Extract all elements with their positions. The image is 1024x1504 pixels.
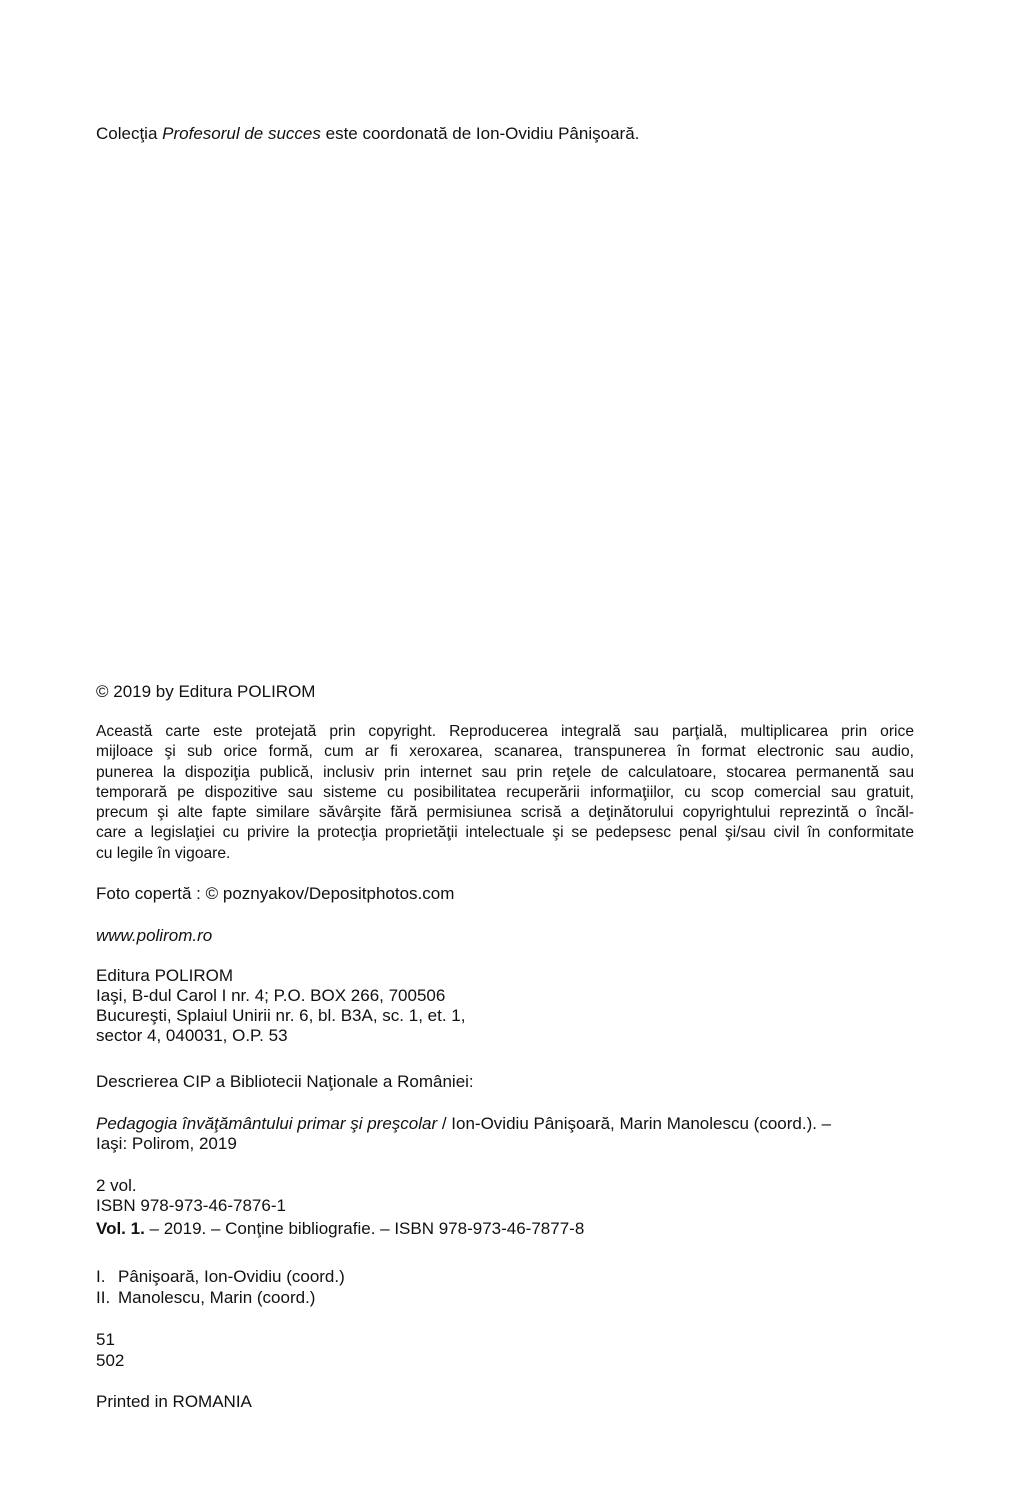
book-title: Pedagogia învăţământului primar şi preşcolar <box>96 1114 438 1133</box>
entry-number: II. <box>96 1288 111 1307</box>
udc-code: 51 <box>96 1330 115 1349</box>
classification <box>96 1330 916 1371</box>
cip-title <box>96 1114 916 1154</box>
address-line: Iaşi, B-dul Carol I nr. 4; P.O. BOX 266, 700506 <box>96 986 446 1005</box>
cip-heading: Descrierea CIP a Bibliotecii Naţionale a României: <box>96 1072 474 1091</box>
isbn-set: ISBN 978-973-46-7876-1 <box>96 1196 286 1215</box>
photo-credit: Foto copertă : © poznyakov/Depositphotos.com <box>96 884 455 903</box>
cip-entry <box>96 1288 916 1308</box>
entry-text: Pânişoară, Ion-Ovidiu (coord.) <box>118 1267 345 1286</box>
notice-line: Această carte este protejată prin copyright. Reproducerea integrală sau parţială, multiplicarea prin orice <box>96 723 914 740</box>
address-line: sector 4, 040031, O.P. 53 <box>96 1026 288 1045</box>
collection-title: Profesorul de succes <box>162 124 321 143</box>
website-link[interactable]: www.polirom.ro <box>96 926 213 945</box>
volume-detail: – 2019. – Conţine bibliografie. – ISBN 978-973-46-7877-8 <box>144 1219 585 1238</box>
volume-label: Vol. 1. <box>96 1219 145 1238</box>
notice-line: temporară pe dispozitive sau sisteme cu posibilitatea recuperării informaţiilor, cu scop comercial sau gratuit, <box>96 783 914 801</box>
notice-line: cu legile în vigoare. <box>96 844 231 862</box>
address-line: Bucureşti, Splaiul Unirii nr. 6, bl. B3A, sc. 1, et. 1, <box>96 1006 466 1025</box>
printed-in: Printed in ROMANIA <box>96 1392 252 1411</box>
notice-line: punerea la dispoziţia publică, inclusiv prin internet sau prin reţele de calculatoare, stocarea permanentă sau <box>96 763 914 781</box>
entry-number: I. <box>96 1267 106 1286</box>
notice-line: care a legislaţiei cu privire la protecţia proprietăţii intelectuale şi se pedepsesc penal şi/sau civil în conformitate <box>96 824 914 842</box>
publisher-address <box>96 966 916 1046</box>
copyright-page <box>96 0 916 1504</box>
collection-note <box>96 124 916 144</box>
cip-entries <box>96 1267 916 1308</box>
collection-prefix: Colecţia <box>96 124 163 143</box>
udc-code: 502 <box>96 1351 125 1370</box>
entry-text: Manolescu, Marin (coord.) <box>118 1288 316 1307</box>
notice-line: precum şi alte fapte similare săvârşite fără permisiunea scrisă a deţinătorului copyrightului reprezintă o încăl- <box>96 804 914 822</box>
book-imprint: Iaşi: Polirom, 2019 <box>96 1134 237 1153</box>
volume-count: 2 vol. <box>96 1176 137 1195</box>
collection-suffix: este coordonată de Ion-Ovidiu Pânişoară. <box>320 124 640 143</box>
publisher-name: Editura POLIROM <box>96 966 233 985</box>
copyright-notice <box>96 722 914 864</box>
copyright-line: © 2019 by Editura POLIROM <box>96 682 316 701</box>
book-authors: / Ion-Ovidiu Pânişoară, Marin Manolescu (coord.). – <box>437 1114 832 1133</box>
cip-entry <box>96 1267 916 1287</box>
notice-line: mijloace şi sub orice formă, cum ar fi xeroxarea, scanarea, transpunerea în format electronic sau audio, <box>96 743 914 761</box>
cip-volumes <box>96 1176 916 1239</box>
website <box>96 926 916 946</box>
